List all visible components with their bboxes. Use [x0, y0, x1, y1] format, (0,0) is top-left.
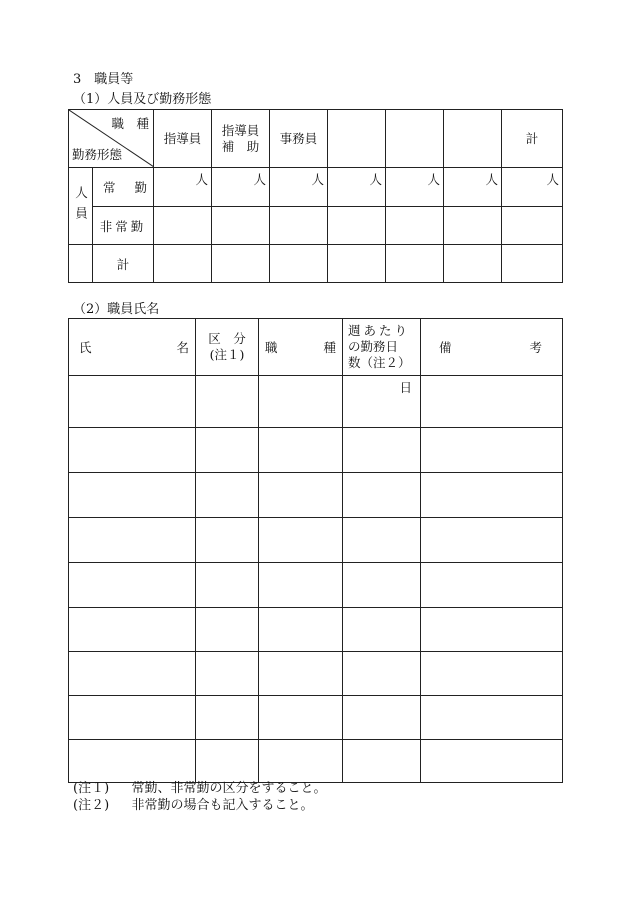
staff-job-cell	[259, 563, 343, 608]
staff-job-cell	[259, 608, 343, 652]
cell-total	[502, 245, 563, 283]
staff-days-cell	[343, 608, 421, 652]
staff-days-cell	[343, 563, 421, 608]
staff-days-cell	[343, 428, 421, 473]
subsection-title-staff-names: （2）職員氏名	[73, 302, 160, 317]
staff-name-cell	[69, 473, 196, 518]
staff-name-cell	[69, 608, 196, 652]
col-header-blank-3	[444, 110, 502, 168]
cell-fulltime: 人	[502, 168, 563, 207]
staff-job-cell	[259, 376, 343, 428]
staff-name-cell	[69, 740, 196, 783]
staff-remarks-cell	[421, 563, 563, 608]
staff-category-cell	[196, 376, 259, 428]
staff-days-cell	[343, 696, 421, 740]
col-header-instructor: 指導員	[154, 110, 212, 168]
note-2-label: (注２)	[73, 798, 110, 813]
staff-days-cell	[343, 518, 421, 563]
staff-name-cell	[69, 696, 196, 740]
col-header-clerk: 事務員	[270, 110, 328, 168]
cell-fulltime: 人	[328, 168, 386, 207]
staff-category-cell	[196, 563, 259, 608]
note-2-text: 非常勤の場合も記入すること。	[131, 798, 314, 813]
group-spacer	[69, 245, 93, 283]
staff-days-cell: 日	[343, 376, 421, 428]
header-category: 区 分 (注１)	[196, 319, 259, 376]
row-label-fulltime-text: 常 勤	[103, 180, 147, 195]
subsection-title-staffing: （1）人員及び勤務形態	[73, 92, 212, 107]
staff-job-cell	[259, 740, 343, 783]
cell-total	[444, 245, 502, 283]
row-label-total: 計	[93, 245, 154, 283]
staff-remarks-cell	[421, 428, 563, 473]
cell-total	[386, 245, 444, 283]
staff-job-cell	[259, 473, 343, 518]
note-1-text: 常勤、非常勤の区分をすること。	[131, 781, 327, 796]
staff-remarks-cell	[421, 696, 563, 740]
job-type-label: 職 種	[111, 116, 149, 131]
cell-parttime	[444, 207, 502, 245]
staff-category-cell	[196, 740, 259, 783]
cell-fulltime: 人	[386, 168, 444, 207]
staff-job-cell	[259, 652, 343, 696]
note-2	[73, 797, 313, 814]
cell-fulltime: 人	[154, 168, 212, 207]
note-1	[73, 780, 326, 797]
staff-group-label: 人員	[69, 168, 93, 245]
staff-category-cell	[196, 428, 259, 473]
staff-days-cell	[343, 473, 421, 518]
header-name: 氏 名	[69, 319, 196, 376]
staff-name-cell	[69, 518, 196, 563]
cell-parttime	[212, 207, 270, 245]
staff-job-cell	[259, 696, 343, 740]
col-header-assistant-instructor: 指導員 補 助	[212, 110, 270, 168]
staff-category-cell	[196, 652, 259, 696]
staff-remarks-cell	[421, 518, 563, 563]
cell-fulltime: 人	[212, 168, 270, 207]
cell-total	[328, 245, 386, 283]
diagonal-header-cell	[69, 110, 154, 168]
cell-total	[154, 245, 212, 283]
section-title: 3 職員等	[73, 72, 134, 87]
staff-name-cell	[69, 652, 196, 696]
cell-parttime	[386, 207, 444, 245]
row-label-fulltime	[93, 168, 154, 207]
header-job-type: 職 種	[259, 319, 343, 376]
staff-category-cell	[196, 608, 259, 652]
staff-category-cell	[196, 518, 259, 563]
cell-parttime	[328, 207, 386, 245]
cell-parttime	[270, 207, 328, 245]
staff-remarks-cell	[421, 608, 563, 652]
staff-category-cell	[196, 696, 259, 740]
staff-days-cell	[343, 740, 421, 783]
staff-remarks-cell	[421, 740, 563, 783]
staffing-table	[68, 109, 563, 283]
header-remarks: 備 考	[421, 319, 563, 376]
work-style-label: 勤務形態	[72, 147, 123, 162]
staff-names-table	[68, 318, 563, 783]
col-header-blank-1	[328, 110, 386, 168]
cell-parttime	[502, 207, 563, 245]
cell-total	[212, 245, 270, 283]
staff-name-cell	[69, 376, 196, 428]
row-label-parttime: 非常勤	[93, 207, 154, 245]
cell-fulltime: 人	[270, 168, 328, 207]
staff-name-cell	[69, 563, 196, 608]
cell-parttime	[154, 207, 212, 245]
cell-fulltime: 人	[444, 168, 502, 207]
col-header-total: 計	[502, 110, 563, 168]
staff-remarks-cell	[421, 473, 563, 518]
staff-job-cell	[259, 428, 343, 473]
staff-remarks-cell	[421, 652, 563, 696]
col-header-blank-2	[386, 110, 444, 168]
staff-days-cell	[343, 652, 421, 696]
staff-name-cell	[69, 428, 196, 473]
staff-remarks-cell	[421, 376, 563, 428]
cell-total	[270, 245, 328, 283]
staff-category-cell	[196, 473, 259, 518]
header-workdays: 週あたり の勤務日 数（注２）	[343, 319, 421, 376]
note-1-label: (注１)	[73, 781, 110, 796]
staff-job-cell	[259, 518, 343, 563]
